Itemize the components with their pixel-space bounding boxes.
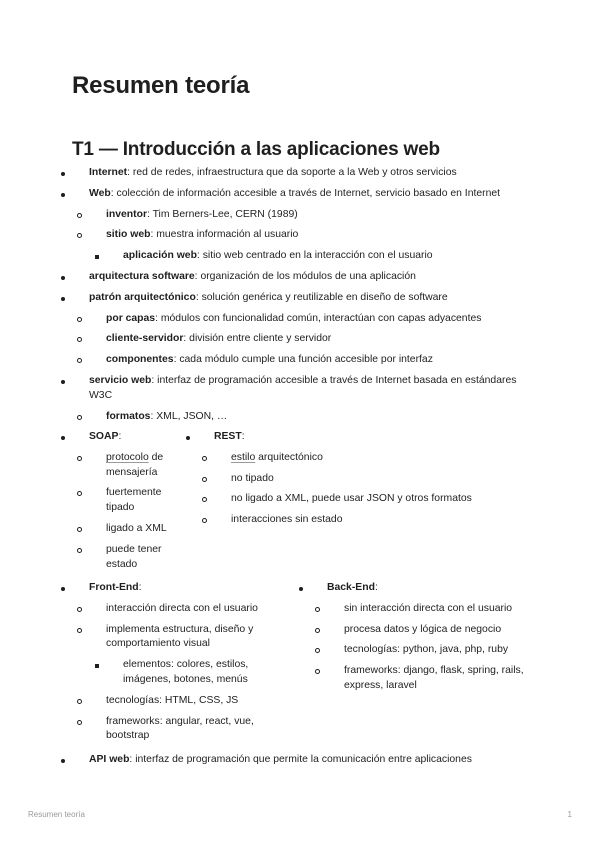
list-item-frontend: Front-End: interacción directa con el usuario implementa estructura, diseño y comportamiento visual elementos: colores, estilos, imágenes, botones, menús tecnologías: HTML, CSS, JS frameworks: angular, react, vue, bootstrap — [72, 581, 272, 744]
list-item-soap: SOAP: protocolo de mensajería fuertemente tipado ligado a XML puede tener estado — [72, 430, 192, 572]
list-item-patron: patrón arquitectónico: solución genérica y reutilizable en diseño de software por capas: módulos con funcionalidad común, interactúan con capas adyacentes cliente-servidor: división entre cliente y servidor componentes: cada módulo cumple una función accesible por interfaz — [72, 291, 532, 368]
frontend-item: tecnologías: HTML, CSS, JS — [89, 694, 272, 709]
servicio-sublist — [89, 410, 532, 425]
soap-item: ligado a XML — [89, 522, 192, 537]
frontend-item: interacción directa con el usuario — [89, 602, 272, 617]
backend-sublist — [327, 602, 530, 694]
rest-column — [197, 430, 497, 528]
list-item-web: Web: colección de información accesible a través de Internet, servicio basado en Internet inventor: Tim Berners-Lee, CERN (1989) sitio web: muestra información al usuario aplicación web: sitio web centrado en la interacción con el usuario — [72, 187, 532, 264]
rest-item: interacciones sin estado — [214, 513, 497, 528]
list-item-api-web: API web: interfaz de programación que permite la comunicación entre aplicaciones — [72, 753, 532, 768]
frontend-subsublist — [106, 658, 272, 688]
list-item-inventor: inventor: Tim Berners-Lee, CERN (1989) — [89, 208, 532, 223]
list-item-formatos: formatos: XML, JSON, … — [89, 410, 532, 425]
soap-item: fuertemente tipado — [89, 486, 192, 516]
footer-title: Resumen teoría — [28, 810, 85, 819]
backend-item: sin interacción directa con el usuario — [327, 602, 530, 617]
section-heading: T1 — Introducción a las aplicaciones web — [72, 139, 440, 160]
frontend-item: frameworks: angular, react, vue, bootstrap — [89, 715, 272, 745]
list-item-sitio-web: sitio web: muestra información al usuario aplicación web: sitio web centrado en la interacción con el usuario — [89, 228, 532, 264]
list-item-por-capas: por capas: módulos con funcionalidad común, interactúan con capas adyacentes — [89, 312, 532, 327]
frontend-item: implementa estructura, diseño y comportamiento visual elementos: colores, estilos, imágenes, botones, menús — [89, 623, 272, 688]
list-item-aplicacion-web: aplicación web: sitio web centrado en la interacción con el usuario — [106, 249, 532, 264]
page-title: Resumen teoría — [72, 72, 250, 99]
frontend-sublist — [89, 602, 272, 744]
list-item-servicio-web: servicio web: interfaz de programación accesible a través de Internet basada en estándares W3C formatos: XML, JSON, … — [72, 374, 532, 424]
list-item-componentes: componentes: cada módulo cumple una función accesible por interfaz — [89, 353, 532, 368]
soap-item-protocolo: protocolo de mensajería — [89, 451, 192, 481]
backend-item: frameworks: django, flask, spring, rails, express, laravel — [327, 664, 530, 694]
backend-item: procesa datos y lógica de negocio — [327, 623, 530, 638]
frontend-subitem: elementos: colores, estilos, imágenes, botones, menús — [106, 658, 272, 688]
list-item-internet: Internet: red de redes, infraestructura que da soporte a la Web y otros servicios — [72, 166, 532, 181]
soap-column — [72, 430, 192, 572]
main-list — [72, 166, 532, 430]
soap-sublist — [89, 451, 192, 573]
soap-item: puede tener estado — [89, 543, 192, 573]
api-list — [72, 753, 532, 768]
list-item-arquitectura: arquitectura software: organización de los módulos de una aplicación — [72, 270, 532, 285]
page-number: 1 — [567, 810, 572, 819]
sitio-sublist — [106, 249, 532, 264]
rest-item: no tipado — [214, 472, 497, 487]
web-sublist — [89, 208, 532, 264]
rest-item-estilo: estilo arquitectónico — [214, 451, 497, 466]
list-item-cliente-servidor: cliente-servidor: división entre cliente y servidor — [89, 332, 532, 347]
list-item-rest: REST: estilo arquitectónico no tipado no ligado a XML, puede usar JSON y otros formatos interacciones sin estado — [197, 430, 497, 528]
rest-sublist — [214, 451, 497, 528]
backend-column — [310, 581, 530, 694]
frontend-column — [72, 581, 272, 744]
backend-item: tecnologías: python, java, php, ruby — [327, 643, 530, 658]
rest-item: no ligado a XML, puede usar JSON y otros formatos — [214, 492, 497, 507]
list-item-backend: Back-End: sin interacción directa con el usuario procesa datos y lógica de negocio tecnologías: python, java, php, ruby frameworks: django, flask, spring, rails, express, laravel — [310, 581, 530, 694]
patron-sublist — [89, 312, 532, 368]
